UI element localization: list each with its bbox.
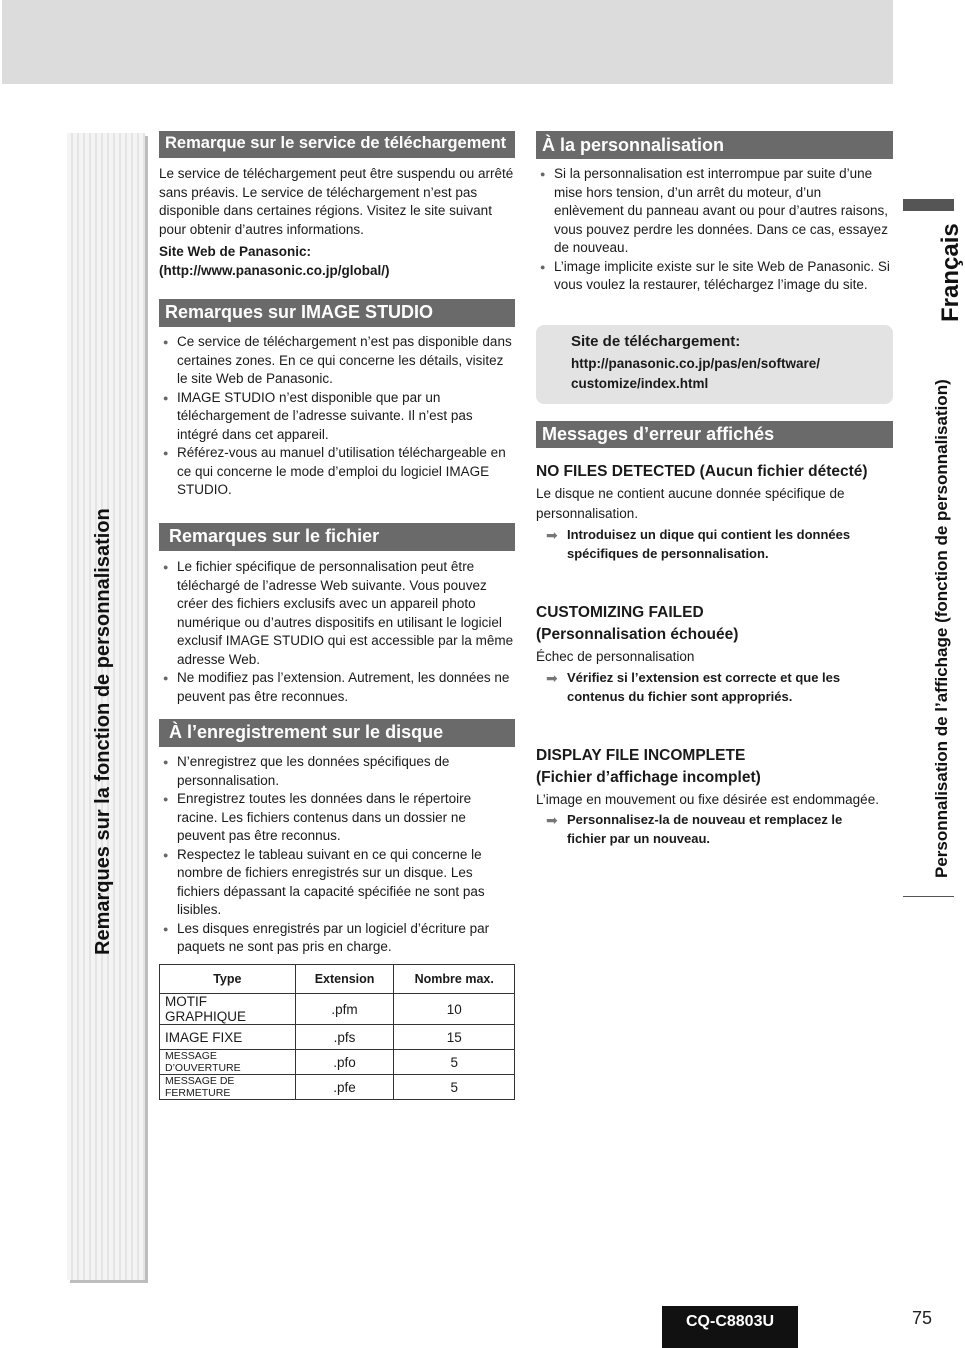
personalization-list xyxy=(536,165,893,295)
list-item: ● Si la personnalisation est interrompue par suite d’une mise hors tension, d’un arrêt du moteur, d’un enlèvement du panneau avant ou pour d’autres raisons, vous pouvez perdre les données. Dans ce cas, essayez de nouveau. xyxy=(536,165,893,258)
list-item: ● Référez-vous au manuel d’utilisation téléchargeable en ce qui concerne le mode d’emploi du logiciel IMAGE STUDIO. xyxy=(159,444,515,500)
list-item: ● Ne modifiez pas l’extension. Autrement, les données ne peuvent pas être reconnues. xyxy=(159,669,515,706)
download-site-url-line1[interactable]: http://panasonic.co.jp/pas/en/software/ xyxy=(571,356,821,371)
table-row xyxy=(160,1025,515,1050)
download-service-heading: Remarque sur le service de téléchargement xyxy=(159,131,515,158)
list-item: ● IMAGE STUDIO n’est disponible que par un téléchargement de l’adresse suivante. Il n’est pas intégré dans cet appareil. xyxy=(159,389,515,445)
model-number-badge: CQ-C8803U xyxy=(662,1306,798,1348)
column-header: Extension xyxy=(295,965,394,994)
error-action: Vérifiez si l’extension est correcte et que les contenus du fichier sont appropriés. xyxy=(567,670,841,704)
list-item: ● N’enregistrez que les données spécifiques de personnalisation. xyxy=(159,753,515,790)
download-site-label: Site de téléchargement: xyxy=(571,333,741,350)
table-cell: .pfe xyxy=(295,1075,394,1100)
table-row xyxy=(160,1075,515,1100)
right-tab-rule xyxy=(903,896,954,897)
image-studio-list xyxy=(159,333,515,500)
table-cell: 15 xyxy=(394,1025,515,1050)
table-cell: .pfs xyxy=(295,1025,394,1050)
table-cell: 5 xyxy=(394,1050,515,1075)
error-messages-heading: Messages d’erreur affichés xyxy=(536,421,893,448)
table-cell: MOTIF GRAPHIQUE xyxy=(160,994,296,1025)
file-limits-table xyxy=(159,964,515,1100)
list-item: ● Respectez le tableau suivant en ce qui concerne le nombre de fichiers enregistrés sur un disque. Les fichiers dépassant la capacité spécifiée ne sont pas lisibles. xyxy=(159,846,515,920)
error-title: CUSTOMIZING FAILED xyxy=(536,604,704,621)
disc-recording-list xyxy=(159,753,515,957)
panasonic-site-url[interactable]: (http://www.panasonic.co.jp/global/) xyxy=(159,263,390,278)
list-item: ● Les disques enregistrés par un logiciel d’écriture par paquets ne sont pas pris en charge. xyxy=(159,920,515,957)
table-row xyxy=(160,1050,515,1075)
arrow-right-icon: ➡ xyxy=(546,527,558,543)
list-item: ● L’image implicite existe sur le site Web de Panasonic. Si vous voulez la restaurer, téléchargez l’image du site. xyxy=(536,258,893,295)
table-header-row xyxy=(160,965,515,994)
personalization-heading: À la personnalisation xyxy=(536,131,893,159)
download-service-text: Le service de téléchargement peut être suspendu ou arrêté sans préavis. Le service de téléchargement n’est pas disponible dans certaines régions. Visitez le site suivant pour obtenir d’autres informations. xyxy=(159,166,514,237)
error-title: NO FILES DETECTED (Aucun fichier détecté) xyxy=(536,463,868,480)
error-description: L’image en mouvement ou fixe désirée est endommagée. xyxy=(536,792,879,807)
table-cell: .pfo xyxy=(295,1050,394,1075)
file-notes-heading: Remarques sur le fichier xyxy=(159,523,515,551)
error-action: Personnalisez-la de nouveau et remplacez le fichier par un nouveau. xyxy=(567,812,843,846)
column-header: Type xyxy=(160,965,296,994)
right-tab-bar xyxy=(903,199,954,211)
list-item: ● Le fichier spécifique de personnalisation peut être téléchargé de l’adresse Web suivante. Vous pouvez créer des fichiers exclusifs avec un appareil photo numérique ou d’autres dispositifs en utilisant le logiciel exclusif IMAGE STUDIO qui est accessible par la même adresse Web. xyxy=(159,558,515,669)
list-item: ● Ce service de téléchargement n’est pas disponible dans certaines zones. En ce qui concerne les détails, visitez le site Web de Panasonic. xyxy=(159,333,515,389)
image-studio-heading: Remarques sur IMAGE STUDIO xyxy=(159,299,515,327)
table-cell: 10 xyxy=(394,994,515,1025)
list-item: ● Enregistrez toutes les données dans le répertoire racine. Les fichiers contenus dans un dossier ne peuvent pas être reconnus. xyxy=(159,790,515,846)
page-number: 75 xyxy=(912,1308,933,1328)
header-band xyxy=(2,0,893,84)
table-cell: MESSAGE D’OUVERTURE xyxy=(160,1050,296,1075)
arrow-right-icon: ➡ xyxy=(546,670,558,686)
file-notes-list xyxy=(159,558,515,706)
error-title: DISPLAY FILE INCOMPLETE xyxy=(536,747,746,764)
disc-recording-heading: À l’enregistrement sur le disque xyxy=(159,719,515,747)
panasonic-site-label: Site Web de Panasonic: xyxy=(159,244,312,259)
error-description: Échec de personnalisation xyxy=(536,649,695,664)
download-site-url-line2[interactable]: customize/index.html xyxy=(571,376,709,391)
table-cell: IMAGE FIXE xyxy=(160,1025,296,1050)
error-action: Introduisez un dique qui contient les données spécifiques de personnalisation. xyxy=(567,527,851,561)
table-cell: MESSAGE DE FERMETURE xyxy=(160,1075,296,1100)
column-header: Nombre max. xyxy=(394,965,515,994)
error-title-translation: (Fichier d’affichage incomplet) xyxy=(536,769,761,786)
table-row xyxy=(160,994,515,1025)
table-cell: 5 xyxy=(394,1075,515,1100)
table-cell: .pfm xyxy=(295,994,394,1025)
error-description: Le disque ne contient aucune donnée spécifique de personnalisation. xyxy=(536,486,845,521)
error-title-translation: (Personnalisation échouée) xyxy=(536,626,739,643)
arrow-right-icon: ➡ xyxy=(546,812,558,828)
